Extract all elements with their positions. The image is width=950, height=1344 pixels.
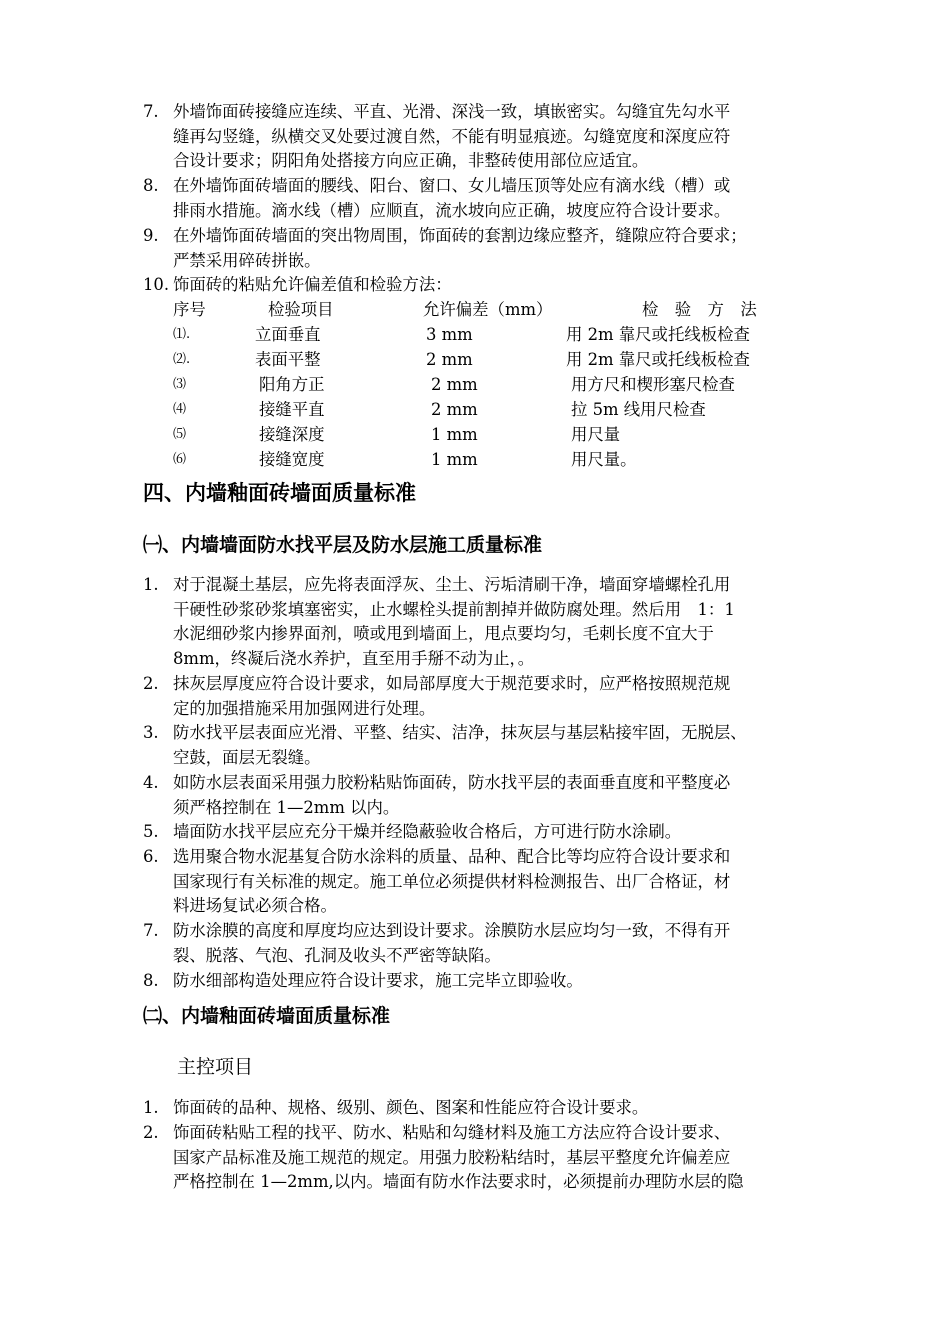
item-text: 在外墙饰面砖墙面的突出物周围，饰面砖的套割边缘应整齐，缝隙应符合要求； 严禁采用碎砖拼嵌。 xyxy=(173,226,747,270)
header-index: 序号 xyxy=(173,300,206,319)
header-item: 检验项目 xyxy=(268,300,334,319)
section-title: 四、内墙釉面砖墙面质量标准 xyxy=(143,481,416,505)
row-item: 接缝深度 xyxy=(259,425,325,444)
row-tolerance: 2 mm xyxy=(431,400,478,419)
row-method: 用尺量 xyxy=(571,425,621,444)
item-number: 8. xyxy=(143,971,159,990)
item-text: 抹灰层厚度应符合设计要求，如局部厚度大于规范要求时，应严格按照规范规 定的加强措施采用加强网进行处理。 xyxy=(173,674,731,718)
row-tolerance: 1 mm xyxy=(431,425,478,444)
item-text: 饰面砖的粘贴允许偏差值和检验方法： xyxy=(173,275,452,294)
row-method: 用尺量。 xyxy=(571,450,637,469)
item-number: 1. xyxy=(143,575,159,594)
item-text: 防水找平层表面应光滑、平整、结实、洁净，抹灰层与基层粘接牢固，无脱层、 空鼓，面层无裂缝。 xyxy=(173,723,747,767)
item-text: 如防水层表面采用强力胶粉粘贴饰面砖，防水找平层的表面垂直度和平整度必 须严格控制在 1—2mm 以内。 xyxy=(173,773,731,817)
row-method: 拉 5m 线用尺检查 xyxy=(571,400,706,419)
row-index: ⑶ xyxy=(173,377,187,392)
header-method: 检 验 方 法 xyxy=(642,300,757,319)
subsection-title-waterproof: ㈠、内墙墙面防水找平层及防水层施工质量标准 xyxy=(143,534,543,556)
row-index: ⑸ xyxy=(173,427,187,442)
row-item: 阳角方正 xyxy=(259,375,325,394)
row-index: ⑷ xyxy=(173,402,187,417)
item-number: 10. xyxy=(143,275,170,294)
row-tolerance: 2 mm xyxy=(426,350,473,369)
row-method: 用 2m 靠尺或托线板检查 xyxy=(566,350,750,369)
item-text: 选用聚合物水泥基复合防水涂料的质量、品种、配合比等均应符合设计要求和 国家现行有关标准的规定。施工单位必须提供材料检测报告、出厂合格证，材 料进场复试必须合格。 xyxy=(173,847,731,915)
item-text: 饰面砖的品种、规格、级别、颜色、图案和性能应符合设计要求。 xyxy=(173,1098,649,1117)
item-number: 2. xyxy=(143,1123,159,1142)
header-tolerance: 允许偏差（mm） xyxy=(423,300,553,319)
row-tolerance: 2 mm xyxy=(431,375,478,394)
item-text: 墙面防水找平层应充分干燥并经隐蔽验收合格后，方可进行防水涂刷。 xyxy=(173,822,682,841)
item-number: 9. xyxy=(143,226,159,245)
item-number: 5. xyxy=(143,822,159,841)
row-index: ⑴. xyxy=(173,327,191,342)
item-number: 3. xyxy=(143,723,159,742)
item-number: 2. xyxy=(143,674,159,693)
row-method: 用 2m 靠尺或托线板检查 xyxy=(566,325,750,344)
item-text: 饰面砖粘贴工程的找平、防水、粘贴和勾缝材料及施工方法应符合设计要求、 国家产品标准及施工规范的规定。用强力胶粉粘结时，基层平整度允许偏差应 严格控制在 1—2mm,以内。墙面有防水作法要求时，必须提前办理防水层的隐 xyxy=(173,1123,744,1191)
item-number: 6. xyxy=(143,847,159,866)
item-number: 8. xyxy=(143,176,159,195)
item-number: 7. xyxy=(143,102,159,121)
row-tolerance: 3 mm xyxy=(426,325,473,344)
row-item: 立面垂直 xyxy=(255,325,321,344)
row-item: 接缝宽度 xyxy=(259,450,325,469)
main-control-heading: 主控项目 xyxy=(177,1056,254,1078)
row-item: 表面平整 xyxy=(255,350,321,369)
item-number: 1. xyxy=(143,1098,159,1117)
subsection-title-tile: ㈡、内墙釉面砖墙面质量标准 xyxy=(143,1005,391,1027)
row-index: ⑹ xyxy=(173,452,187,467)
item-text: 外墙饰面砖接缝应连续、平直、光滑、深浅一致，填嵌密实。勾缝宜先勾水平 缝再勾竖缝，纵横交叉处要过渡自然，不能有明显痕迹。勾缝宽度和深度应符 合设计要求；阴阳角处搭接方向应正确，非整砖使用部位应适宜。 xyxy=(173,102,731,170)
item-text: 防水细部构造处理应符合设计要求，施工完毕立即验收。 xyxy=(173,971,583,990)
item-text: 对于混凝土基层，应先将表面浮灰、尘土、污垢清刷干净，墙面穿墙螺栓孔用 干硬性砂浆砂浆填塞密实，止水螺栓头提前割掉并做防腐处理。然后用 1：1 水泥细砂浆内掺界面剂，喷或甩到墙面上，甩点要均匀，毛刺长度不宜大于 8mm，终凝后浇水养护，直至用手掰不动为止，。 xyxy=(173,575,735,668)
row-tolerance: 1 mm xyxy=(431,450,478,469)
item-number: 4. xyxy=(143,773,159,792)
item-text: 防水涂膜的高度和厚度均应达到设计要求。涂膜防水层应均匀一致，不得有开 裂、脱落、气泡、孔洞及收头不严密等缺陷。 xyxy=(173,921,731,965)
item-number: 7. xyxy=(143,921,159,940)
row-item: 接缝平直 xyxy=(259,400,325,419)
row-index: ⑵. xyxy=(173,352,191,367)
item-text: 在外墙饰面砖墙面的腰线、阳台、窗口、女儿墙压顶等处应有滴水线（槽）或 排雨水措施。滴水线（槽）应顺直，流水坡向应正确，坡度应符合设计要求。 xyxy=(173,176,731,220)
row-method: 用方尺和楔形塞尺检查 xyxy=(571,375,735,394)
